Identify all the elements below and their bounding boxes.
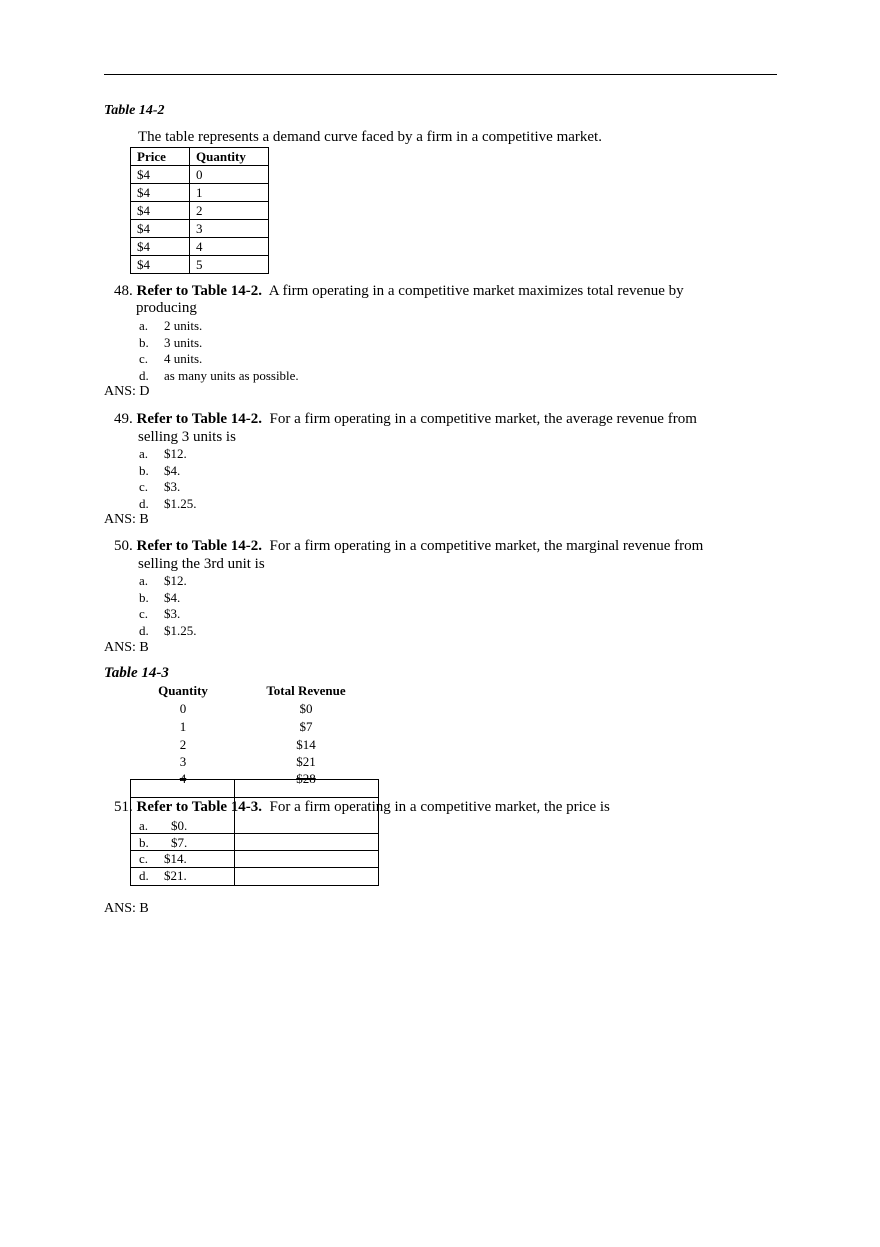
question-reference: Refer to Table 14-2. <box>136 411 263 427</box>
top-rule <box>104 74 777 75</box>
revenue-cell: $14 <box>296 737 316 752</box>
quantity-cell: 1 <box>179 719 187 734</box>
grid-line <box>130 797 379 798</box>
price-cell: $4 <box>131 238 190 256</box>
answer-49: ANS: B <box>104 512 149 527</box>
option-text: 4 units. <box>164 351 203 366</box>
option-letter: b. <box>139 590 149 605</box>
table-row <box>131 202 269 220</box>
question-text: For a firm operating in a competitive market, the price is <box>269 799 610 815</box>
question-text: A firm operating in a competitive market maximizes total revenue by <box>268 283 684 299</box>
option-text: $3. <box>164 606 181 621</box>
option-letter: d. <box>139 623 149 638</box>
option-text: $1.25. <box>164 623 197 638</box>
option-text: $14. <box>164 851 187 866</box>
option-letter: b. <box>139 335 149 350</box>
option-letter: a. <box>139 573 149 588</box>
table-14-2-description: The table represents a demand curve faced by a firm in a competitive market. <box>138 129 602 145</box>
option-letter: b. <box>139 835 149 850</box>
table-14-2 <box>130 147 269 274</box>
question-reference: Refer to Table 14-3. <box>136 799 263 815</box>
column-header-quantity: Quantity <box>158 683 208 698</box>
question-49-continuation: selling 3 units is <box>138 429 236 445</box>
table-row <box>131 238 269 256</box>
option-text: 2 units. <box>164 318 203 333</box>
option-text: $21. <box>164 868 187 883</box>
table-header-row <box>131 148 269 166</box>
option-letter: b. <box>139 463 149 478</box>
price-cell: $4 <box>131 220 190 238</box>
question-48-continuation: producing <box>136 300 197 316</box>
quantity-cell: 4 <box>179 771 187 786</box>
price-cell: $4 <box>131 184 190 202</box>
question-reference: Refer to Table 14-2. <box>136 283 263 299</box>
question-51 <box>114 800 610 815</box>
table-row <box>131 220 269 238</box>
option-text: $1.25. <box>164 496 197 511</box>
question-reference: Refer to Table 14-2. <box>136 538 263 554</box>
revenue-cell: $21 <box>296 754 316 769</box>
quantity-cell: 1 <box>190 184 269 202</box>
price-cell: $4 <box>131 166 190 184</box>
quantity-cell: 5 <box>190 256 269 274</box>
option-letter: a. <box>139 318 149 333</box>
option-text: $7. <box>171 835 188 850</box>
quantity-cell: 0 <box>179 701 187 716</box>
option-letter: a. <box>139 446 149 461</box>
question-number: 50. <box>114 538 133 554</box>
table-row <box>131 166 269 184</box>
question-number: 51. <box>114 799 133 815</box>
question-50-continuation: selling the 3rd unit is <box>138 556 265 572</box>
option-letter: d. <box>139 496 149 511</box>
option-letter: c. <box>139 479 149 494</box>
quantity-cell: 4 <box>190 238 269 256</box>
quantity-cell: 3 <box>179 754 187 769</box>
question-text: For a firm operating in a competitive market, the average revenue from <box>269 411 697 427</box>
option-letter: d. <box>139 868 149 883</box>
question-48 <box>114 284 684 299</box>
quantity-cell: 2 <box>190 202 269 220</box>
revenue-cell: $0 <box>299 701 313 716</box>
answer-51: ANS: B <box>104 901 149 916</box>
table-row <box>131 256 269 274</box>
option-text: as many units as possible. <box>164 368 299 383</box>
question-number: 48. <box>114 283 133 299</box>
price-cell: $4 <box>131 256 190 274</box>
table-row <box>131 184 269 202</box>
revenue-cell: $28 <box>296 771 316 786</box>
option-text: $0. <box>171 818 188 833</box>
question-number: 49. <box>114 411 133 427</box>
option-text: $4. <box>164 463 181 478</box>
column-header-total-revenue: Total Revenue <box>266 683 346 698</box>
option-text: $3. <box>164 479 181 494</box>
question-49 <box>114 412 697 427</box>
option-text: $12. <box>164 446 187 461</box>
revenue-cell: $7 <box>299 719 313 734</box>
answer-48: ANS: D <box>104 384 150 399</box>
answer-50: ANS: B <box>104 640 149 655</box>
option-letter: a. <box>139 818 149 833</box>
table-14-2-caption: Table 14-2 <box>104 103 165 118</box>
option-letter: c. <box>139 851 149 866</box>
question-text: For a firm operating in a competitive market, the marginal revenue from <box>269 538 704 554</box>
price-cell: $4 <box>131 202 190 220</box>
option-text: 3 units. <box>164 335 203 350</box>
quantity-cell: 0 <box>190 166 269 184</box>
table-14-3-caption: Table 14-3 <box>104 665 169 681</box>
column-header-price: Price <box>131 148 190 166</box>
question-50 <box>114 539 703 554</box>
quantity-cell: 3 <box>190 220 269 238</box>
option-text: $12. <box>164 573 187 588</box>
quantity-cell: 2 <box>179 737 187 752</box>
option-letter: c. <box>139 351 149 366</box>
option-letter: d. <box>139 368 149 383</box>
column-header-quantity: Quantity <box>190 148 269 166</box>
option-letter: c. <box>139 606 149 621</box>
grid-line <box>130 833 379 834</box>
option-text: $4. <box>164 590 181 605</box>
